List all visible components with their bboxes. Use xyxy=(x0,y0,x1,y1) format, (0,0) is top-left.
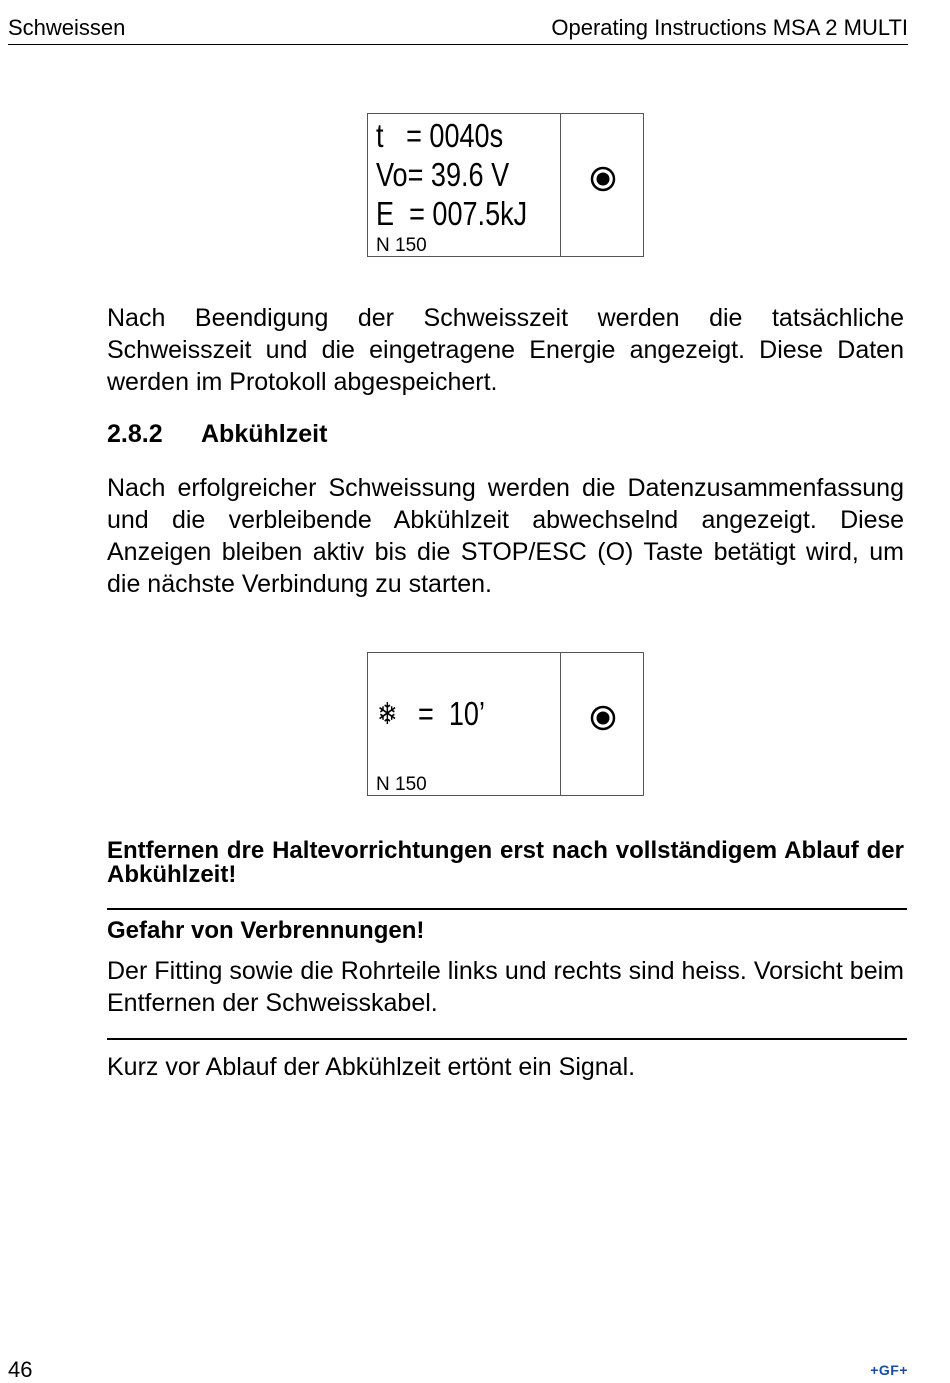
welding-result-display xyxy=(367,113,644,257)
danger-text: Der Fitting sowie die Rohrteile links und rechts sind heiss. Vorsicht beim Entfernen der Schweisskabel. xyxy=(107,957,904,1017)
cooling-time-display xyxy=(367,652,644,796)
display-code: N 150 xyxy=(376,235,427,256)
paragraph-cooling: Nach erfolgreicher Schweissung werden die Datenzusammenfassung und die verbleibende Abkühlzeit abwechselnd angezeigt. Diese Anzeigen bleiben aktiv bis die STOP/ESC (O) Taste betätigt wird, um die nächste Verbindung zu starten. xyxy=(107,474,904,598)
radio-selected-icon xyxy=(590,166,616,192)
display-cooling-value: = 10’ xyxy=(418,695,485,732)
page-number: 46 xyxy=(8,1357,33,1382)
section-title: Abkühlzeit xyxy=(201,420,328,448)
paragraph-welding-end: Nach Beendigung der Schweisszeit werden die tatsächliche Schweisszeit und die eingetragene Energie angezeigt. Diese Daten werden im Protokoll abgespeichert. xyxy=(107,304,904,396)
gf-logo: +GF+ xyxy=(870,1362,908,1378)
warning-remove-clamps: Entfernen dre Haltevorrichtungen erst nach vollständigem Ablauf der Abkühlzeit! xyxy=(107,837,904,888)
display-text-panel xyxy=(368,114,561,256)
display-energy-line: E = 007.5kJ xyxy=(376,195,528,232)
display-text-panel xyxy=(368,653,561,795)
section-number: 2.8.2 xyxy=(107,420,163,448)
header-manual-title: Operating Instructions MSA 2 MULTI xyxy=(551,15,908,40)
danger-divider-bottom xyxy=(107,1038,907,1040)
snowflake-icon: ❄ xyxy=(377,698,398,731)
header-divider xyxy=(8,44,908,45)
display-voltage-line: Vo= 39.6 V xyxy=(376,156,510,193)
display-code: N 150 xyxy=(376,774,427,795)
danger-divider-top xyxy=(107,908,907,910)
note-signal: Kurz vor Ablauf der Abkühlzeit ertönt ein Signal. xyxy=(107,1053,636,1081)
radio-selected-icon xyxy=(590,705,616,731)
header-section-title: Schweissen xyxy=(8,15,126,40)
danger-title: Gefahr von Verbrennungen! xyxy=(107,917,425,944)
display-time-line: t = 0040s xyxy=(376,117,504,154)
section-heading xyxy=(107,420,327,449)
